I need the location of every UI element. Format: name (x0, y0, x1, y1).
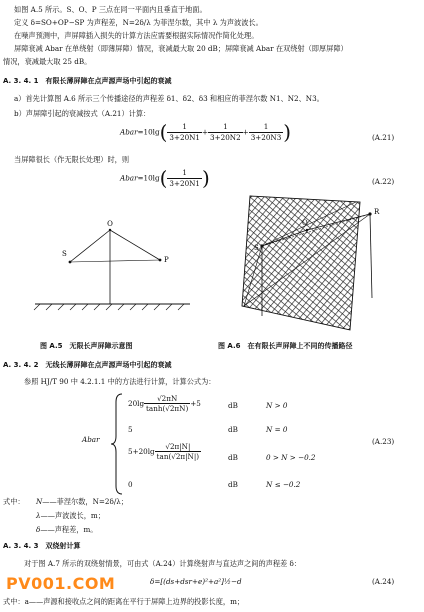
eq22-number: (A.22) (372, 177, 395, 186)
eq23-case4-expr: 0 (128, 480, 133, 489)
eq23-case1-unit: dB (228, 401, 238, 410)
eq23-number: (A.23) (372, 437, 395, 446)
fig6-label-o: O (302, 219, 308, 227)
s343-text: 对于图 A.7 所示的双绕射情景，可由式（A.24）计算绕射声与直达声之间的声程差 δ： (24, 559, 302, 568)
intro-line-2: 定义 δ=SO+OP−SP 为声程差，N=2δ/λ 为菲涅尔数，其中 λ 为声波波长。 (14, 18, 263, 27)
intro-line-5: 情况，衰减最大取 25 dB。 (3, 57, 92, 66)
fig6-label-s: S (254, 244, 259, 252)
eq22-lhs: Abar (120, 173, 138, 183)
eq23-case-3 (128, 443, 201, 460)
eq23-case3-expr: 5+20lg (128, 447, 155, 457)
watermark-logo: PV001.COM (6, 574, 116, 593)
figure-a6-caption: 图 A.6 在有限长声屏障上不同的传播路径 (218, 342, 353, 350)
eq23-case1-den: tanh(√2πN) (146, 404, 189, 414)
intro-line-4: 屏障衰减 Abar 在单绕射（即薄屏障）情况，衰减最大取 20 dB；屏障衰减 Abar 在双绕射（即厚屏障） (14, 44, 348, 53)
eq23-case1-tail: +5 (190, 399, 201, 409)
section-heading-a341: A. 3. 4. 1 有限长薄屏障在点声源声场中引起的衰减 (3, 77, 172, 85)
eq23-case1-num: √2πN (157, 394, 178, 403)
fig5-label-o: O (107, 220, 113, 228)
fig6-label-r: R (374, 208, 380, 216)
intro-line-1: 如图 A.5 所示。S、O、P 三点在同一平面内且垂直于地面。 (14, 5, 207, 14)
eq23-lhs: Abar (82, 435, 100, 444)
fig5-label-s: S (62, 250, 67, 258)
where-item-n: N——菲涅尔数，N=2δ/λ； (36, 497, 128, 506)
item-b: b）声屏障引起的衰减按式（A.21）计算： (14, 109, 151, 118)
figure-a6-diagram (232, 188, 392, 336)
where-item-lambda: λ——声波波长，m； (36, 511, 105, 520)
item-a: a）首先计算图 A.6 所示三个传播途径的声程差 δ1、δ2、δ3 和相应的菲涅尔数 N1、N2、N3。 (14, 94, 324, 103)
where-a-line: 式中：a——声源和接收点之间的距离在平行于屏障上边界的投影长度，m； (3, 597, 245, 606)
intro-line-3: 在噪声预测中，声屏障插入损失的计算方法应需要根据实际情况作简化处理。 (14, 31, 259, 40)
figure-a5-caption: 图 A.5 无限长声屏障示意图 (40, 342, 133, 350)
eq23-case3-den: tan(√2π|N|) (156, 452, 200, 462)
eq23-case2-cond: N = 0 (266, 425, 288, 434)
fig5-label-p: P (164, 256, 169, 264)
eq21-lhs: Abar (120, 127, 138, 137)
figure-a5-diagram (20, 218, 195, 318)
eq21-term-3: 3+20N3 (250, 132, 282, 142)
eq22-term: 3+20N1 (169, 178, 201, 188)
eq23-case3-unit: dB (228, 453, 238, 462)
eq23-case3-cond: 0 > N > −0.2 (266, 453, 316, 462)
section-heading-a343: A. 3. 4. 3 双绕射计算 (3, 542, 81, 550)
eq23-case4-cond: N ≤ −0.2 (266, 480, 301, 489)
section-heading-a342: A. 3. 4. 2 无线长薄屏障在点声源声场中引起的衰减 (3, 361, 172, 369)
equation-a21: Abar=10lg( $\frac{1}{3+20N1}$ + $\frac{1}{3+20N2}$ + $\frac{1}{3+20N3}$ ) (120, 120, 292, 144)
eq23-brace (110, 392, 124, 496)
eq23-case4-unit: dB (228, 480, 238, 489)
where-item-delta: δ——声程差，m。 (36, 525, 98, 534)
eq23-case1-expr: 20lg (128, 399, 145, 409)
infinite-note: 当屏障很长（作无限长处理）时，则 (14, 155, 130, 164)
eq21-term-2: 3+20N2 (210, 132, 241, 142)
eq23-case-1 (128, 395, 201, 412)
equation-a22: Abar=10lg( $\frac{1}{3+20N1}$ ) (120, 166, 210, 190)
eq23-case1-cond: N > 0 (266, 401, 288, 410)
eq22-fn: =10lg (137, 173, 160, 183)
eq23-case2-unit: dB (228, 425, 238, 434)
eq21-term-1: 3+20N1 (169, 132, 201, 142)
eq23-case2-expr: 5 (128, 425, 133, 434)
eq24-number: (A.24) (372, 577, 395, 586)
where-intro: 式中： (3, 497, 25, 506)
eq24-expression: δ=[(ds+dsr+e)²+a²]½−d (150, 577, 242, 586)
s342-intro: 参照 HJ/T 90 中 4.2.1.1 中的方法进行计算，计算公式为： (24, 377, 216, 386)
eq21-number: (A.21) (372, 133, 395, 142)
eq23-case3-num: √2π|N| (165, 442, 191, 451)
eq21-fn: =10lg (137, 127, 160, 137)
